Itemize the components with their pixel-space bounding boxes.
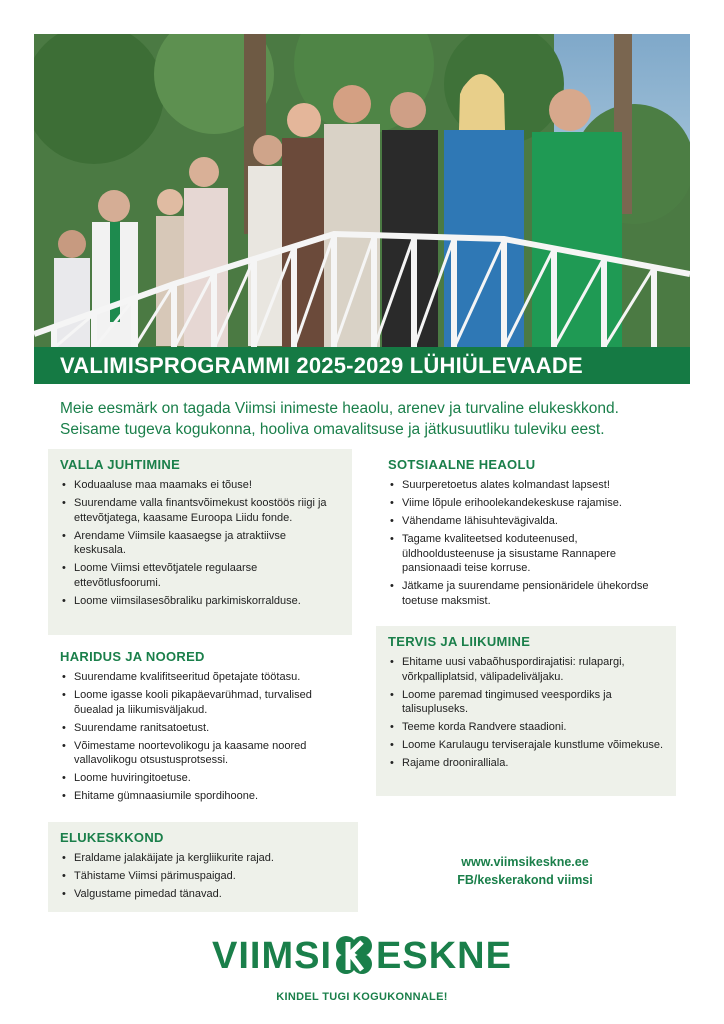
section-list xyxy=(60,478,340,608)
group-photo xyxy=(34,34,690,348)
list-item: • Loome Karulaugu terviserajale kunstlume võimekuse. xyxy=(388,738,664,753)
list-item: • Võimestame noortevolikogu ja kaasame noored vallavolikogu otsustusprotsessi. xyxy=(60,739,346,768)
section-sotsiaalne-heaolu xyxy=(376,449,676,619)
section-title: SOTSIAALNE HEAOLU xyxy=(388,457,536,472)
contact-links xyxy=(410,853,640,889)
website-link[interactable]: www.viimsikeskne.ee xyxy=(461,855,589,869)
logo-text-part-1: VIIMSI xyxy=(212,934,333,977)
intro-line-1: Meie eesmärk on tagada Viimsi inimeste heaolu, arenev ja turvaline elukeskkond. xyxy=(60,400,619,417)
list-item: • Ehitame uusi vabaõhuspordirajatisi: rulapargi, võrkpalliplatsid, välipadeliväljaku. xyxy=(388,655,664,684)
slogan: KINDEL TUGI KOGUKONNALE! xyxy=(276,991,448,1003)
list-item: • Tagame kvaliteetsed koduteenused, üldhooldusteenuse ja sisustame Rannapere pansionaadi teise korruse. xyxy=(388,532,664,576)
list-item: • Jätkame ja suurendame pensionäridele ühekordse toetuse maksmist. xyxy=(388,579,664,608)
list-item: • Vähendame lähisuhtevägivalda. xyxy=(388,514,664,529)
viimsi-keskne-logo xyxy=(204,926,520,986)
logo-text-part-2: ESKNE xyxy=(376,934,512,977)
list-item: • Tähistame Viimsi pärimuspaigad. xyxy=(60,869,346,884)
intro-line-2: Seisame tugeva kogukonna, hooliva omavalitsuse ja jätkusuutliku tuleviku eest. xyxy=(60,421,605,438)
section-title: HARIDUS JA NOORED xyxy=(60,649,205,664)
section-list xyxy=(60,670,346,804)
list-item: • Arendame Viimsile kaasaegse ja atraktiivse keskusala. xyxy=(60,529,340,558)
section-title: VALLA JUHTIMINE xyxy=(60,457,181,472)
list-item: • Rajame drooniralliala. xyxy=(388,756,664,771)
intro-text xyxy=(60,398,680,440)
group-photo-illustration xyxy=(34,34,690,348)
list-item: • Suurendame ranitsatoetust. xyxy=(60,721,346,736)
section-title: ELUKESKKOND xyxy=(60,830,164,845)
program-banner xyxy=(34,347,690,384)
section-haridus-ja-noored xyxy=(48,641,358,813)
section-list xyxy=(388,655,664,771)
clover-k-logo-icon xyxy=(334,934,374,978)
list-item: • Koduaaluse maa maamaks ei tõuse! xyxy=(60,478,340,493)
section-title: TERVIS JA LIIKUMINE xyxy=(388,634,531,649)
list-item: • Loome igasse kooli pikapäevarühmad, turvalised õuealad ja liikumisväljakud. xyxy=(60,688,346,717)
list-item: • Teeme korda Randvere staadioni. xyxy=(388,720,664,735)
list-item: • Loome huviringitoetuse. xyxy=(60,771,346,786)
section-list xyxy=(60,851,346,902)
section-valla-juhtimine xyxy=(48,449,352,635)
banner-title: VALIMISPROGRAMMI 2025-2029 LÜHIÜLEVAADE xyxy=(60,352,583,378)
list-item: • Ehitame gümnaasiumile spordihoone. xyxy=(60,789,346,804)
list-item: • Suurendame valla finantsvõimekust koostöös riigi ja ettevõtjatega, kaasame Euroopa Liidu fonde. xyxy=(60,496,340,525)
list-item: • Suurperetoetus alates kolmandast lapsest! xyxy=(388,478,664,493)
list-item: • Loome viimsilasesõbraliku parkimiskorralduse. xyxy=(60,594,340,609)
section-elukeskkond xyxy=(48,822,358,912)
list-item: • Valgustame pimedad tänavad. xyxy=(60,887,346,902)
list-item: • Loome Viimsi ettevõtjatele regulaarse ettevõtlusfoorumi. xyxy=(60,561,340,590)
list-item: • Viime lõpule erihoolekandekeskuse rajamise. xyxy=(388,496,664,511)
section-list xyxy=(388,478,664,608)
section-tervis-ja-liikumine xyxy=(376,626,676,796)
list-item: • Loome paremad tingimused veespordiks ja talisupluseks. xyxy=(388,688,664,717)
list-item: • Eraldame jalakäijate ja kergliikurite rajad. xyxy=(60,851,346,866)
facebook-link[interactable]: FB/keskerakond viimsi xyxy=(457,873,593,887)
list-item: • Suurendame kvalifitseeritud õpetajate töötasu. xyxy=(60,670,346,685)
